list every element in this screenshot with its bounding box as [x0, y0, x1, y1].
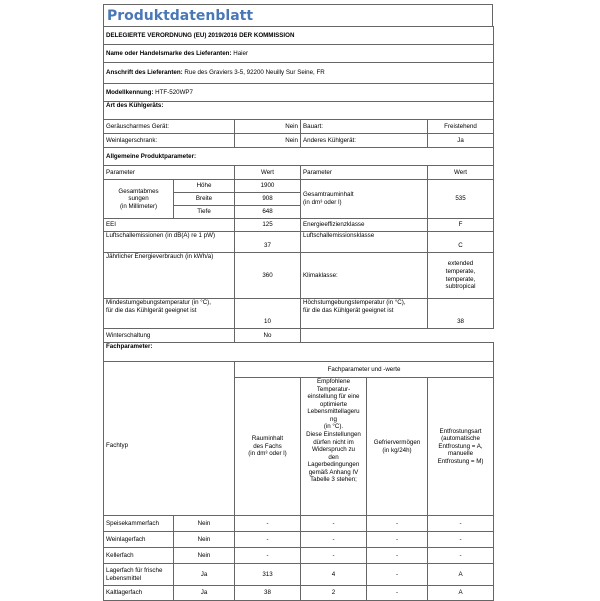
dimension-value: 648	[235, 206, 301, 219]
climate-value-line: extended	[447, 260, 474, 268]
compartment-temp: 4	[301, 564, 367, 586]
compartment-freeze: -	[367, 532, 428, 548]
supplier-label: Name oder Handelsmarke des Lieferanten:	[106, 49, 232, 57]
regulation-text: DELEGIERTE VERORDNUNG (EU) 2019/2016 DER KOMMISSION	[104, 27, 494, 45]
compartment-row	[104, 548, 494, 564]
regulation-row	[104, 27, 494, 45]
compartment-defrost-header	[428, 378, 494, 516]
min-temp-label-line: für die das Kühlgerät geeignet ist	[106, 306, 197, 314]
compartment-temp-header	[301, 378, 367, 516]
type-heading-row	[104, 102, 494, 120]
param-header: Parameter	[104, 166, 235, 180]
winter-value: No	[235, 329, 301, 343]
min-temp-value: 10	[235, 299, 301, 329]
eei-label: EEI	[104, 219, 235, 232]
dimensions-label	[104, 180, 174, 219]
compartment-freeze: -	[367, 516, 428, 532]
empty-cell	[104, 362, 235, 378]
compartment-freeze: -	[367, 548, 428, 564]
climate-value-line: temperate,	[445, 267, 476, 275]
header-line: (automatische	[441, 435, 480, 443]
model-row	[104, 84, 494, 102]
energy-climate-row	[104, 253, 494, 299]
max-temp-label	[301, 299, 428, 329]
compartment-volume: 38	[235, 586, 301, 601]
compartment-name: Weinlagerfach	[104, 532, 174, 548]
value-header: Wert	[428, 166, 494, 180]
volume-label	[301, 180, 428, 219]
data-table	[103, 26, 494, 601]
compartment-volume: -	[235, 516, 301, 532]
header-line: Lebensmittellageru	[307, 408, 360, 416]
compartment-name: Kaltlagerfach	[104, 586, 174, 601]
header-line: Empfohlene	[316, 378, 351, 385]
header-line: Entfrostung = A,	[438, 442, 483, 450]
header-line: Diese Einstellungen	[306, 430, 361, 438]
compartment-temp: 2	[301, 586, 367, 601]
type-row-2	[104, 134, 494, 148]
dimensions-label-line: Gesamtabmes	[118, 187, 159, 195]
header-line: (in dm³ oder l)	[248, 450, 287, 458]
compartment-group-row	[104, 362, 494, 378]
header-line: Widerspruch zu	[312, 446, 355, 454]
dimension-row-height	[104, 180, 494, 193]
address-row	[104, 63, 494, 84]
model-label: Modellkennung:	[106, 88, 154, 96]
header-line: des Fachs	[253, 442, 282, 450]
header-line: Entfrostung = M)	[437, 457, 484, 465]
compartment-heading-row	[104, 343, 494, 362]
address-value: Rue des Graviers 3-5, 92200 Neuilly Sur Seine, FR	[184, 69, 325, 77]
compartment-defrost: -	[428, 532, 494, 548]
compartment-volume: -	[235, 548, 301, 564]
type-value: Nein	[235, 134, 301, 148]
header-line: Lagerbedingungen	[307, 461, 360, 469]
noise-value: 37	[235, 232, 301, 253]
compartment-freeze: -	[367, 564, 428, 586]
compartment-volume: 313	[235, 564, 301, 586]
compartment-defrost: A	[428, 564, 494, 586]
climate-value	[428, 253, 494, 299]
compartment-defrost: -	[428, 516, 494, 532]
supplier-value: Haier	[233, 49, 249, 57]
header-line: (in kg/24h)	[382, 446, 412, 454]
compartment-freeze-header	[367, 378, 428, 516]
dimensions-label-line: (in Millimeter)	[119, 202, 158, 210]
param-header: Parameter	[301, 166, 428, 180]
sheet-title: Produktdatenblatt	[103, 4, 493, 26]
header-line: ng	[330, 415, 337, 423]
compartment-volume: -	[235, 532, 301, 548]
max-temp-label-line: Höchstumgebungstemperatur (in °C),	[303, 299, 406, 306]
header-line: einstellung für eine	[307, 393, 360, 401]
header-line: den	[328, 453, 339, 461]
energy-class-value: F	[428, 219, 494, 232]
header-line: manuelle	[447, 450, 474, 458]
max-temp-label-line: für die das Kühlgerät geeignet ist	[303, 306, 394, 314]
compartment-type-header: Fachtyp	[104, 378, 235, 516]
header-line: optimierte	[319, 400, 348, 408]
type-label: Anderes Kühlgerät:	[301, 134, 428, 148]
compartment-group-header: Fachparameter und -werte	[235, 362, 494, 378]
noise-class-label: Luftschallemissionsklasse	[301, 232, 428, 253]
compartment-defrost: -	[428, 548, 494, 564]
max-temp-value: 38	[428, 299, 494, 329]
param-header-row	[104, 166, 494, 180]
type-label: Bauart:	[301, 120, 428, 134]
compartment-heading: Fachparameter:	[104, 343, 494, 362]
compartment-present: Nein	[174, 516, 235, 532]
type-value: Ja	[428, 134, 494, 148]
eei-value: 125	[235, 219, 301, 232]
compartment-row	[104, 564, 494, 586]
annual-energy-label: Jährlicher Energieverbrauch (in kWh/a)	[104, 253, 235, 299]
dimension-label: Tiefe	[174, 206, 235, 219]
header-line: Tabelle 3 stehen;	[310, 476, 357, 484]
compartment-name: Speisekammerfach	[104, 516, 174, 532]
winter-label: Winterschaltung	[104, 329, 235, 343]
compartment-present: Ja	[174, 564, 235, 586]
compartment-name: Lagerfach für frische Lebensmittel	[104, 564, 174, 586]
climate-label: Klimaklasse:	[301, 253, 428, 299]
compartment-header-row	[104, 378, 494, 516]
climate-value-line: temperate,	[445, 275, 476, 283]
model-value: HTF-520WP7	[155, 88, 193, 96]
annual-energy-value: 360	[235, 253, 301, 299]
min-temp-label	[104, 299, 235, 329]
header-line: (in °C).	[323, 423, 344, 431]
header-line: dürfen nicht im	[313, 438, 354, 446]
type-value: Freistehend	[428, 120, 494, 134]
empty-cell	[301, 329, 494, 343]
header-line: Rauminhalt	[251, 435, 284, 443]
compartment-present: Nein	[174, 548, 235, 564]
energy-class-label: Energieeffizienzklasse	[301, 219, 428, 232]
compartment-temp: -	[301, 548, 367, 564]
type-heading: Art des Kühlgeräts:	[104, 102, 494, 120]
dimension-value: 908	[235, 193, 301, 206]
compartment-defrost: A	[428, 586, 494, 601]
dimension-value: 1900	[235, 180, 301, 193]
noise-label: Luftschallemissionen (in dB(A) re 1 pW)	[104, 232, 235, 253]
value-header: Wert	[235, 166, 301, 180]
climate-value-line: subtropical	[445, 283, 476, 291]
type-value: Nein	[235, 120, 301, 134]
volume-label-line: Gesamtrauminhalt	[303, 191, 354, 199]
min-temp-label-line: Mindestumgebungstemperatur (in °C),	[106, 299, 211, 306]
compartment-volume-header	[235, 378, 301, 516]
volume-label-line: (in dm³ oder l)	[303, 199, 342, 206]
general-heading-row	[104, 148, 494, 166]
compartment-present: Ja	[174, 586, 235, 601]
eei-row	[104, 219, 494, 232]
compartment-row	[104, 532, 494, 548]
temperature-row	[104, 299, 494, 329]
supplier-row	[104, 45, 494, 63]
compartment-name: Kellerfach	[104, 548, 174, 564]
dimensions-label-line: sungen	[128, 195, 149, 203]
noise-row	[104, 232, 494, 253]
dimension-label: Breite	[174, 193, 235, 206]
header-line: gemäß Anhang IV	[308, 468, 359, 476]
general-heading: Allgemeine Produktparameter:	[104, 148, 494, 166]
header-line: Temperatur-	[316, 385, 351, 393]
type-row-1	[104, 120, 494, 134]
dimension-label: Höhe	[174, 180, 235, 193]
product-data-sheet	[103, 4, 493, 601]
compartment-temp: -	[301, 532, 367, 548]
header-line: Entfrostungsart	[439, 427, 482, 435]
compartment-freeze: -	[367, 586, 428, 601]
header-line: Gefriervermögen	[373, 438, 421, 446]
winter-row	[104, 329, 494, 343]
noise-class-value: C	[428, 232, 494, 253]
volume-value: 535	[428, 180, 494, 219]
compartment-row	[104, 516, 494, 532]
compartment-present: Nein	[174, 532, 235, 548]
compartment-temp: -	[301, 516, 367, 532]
type-label: Weinlagerschrank:	[104, 134, 235, 148]
address-label: Anschrift des Lieferanten:	[106, 69, 183, 77]
compartment-row	[104, 586, 494, 601]
type-label: Geräuscharmes Gerät:	[104, 120, 235, 134]
